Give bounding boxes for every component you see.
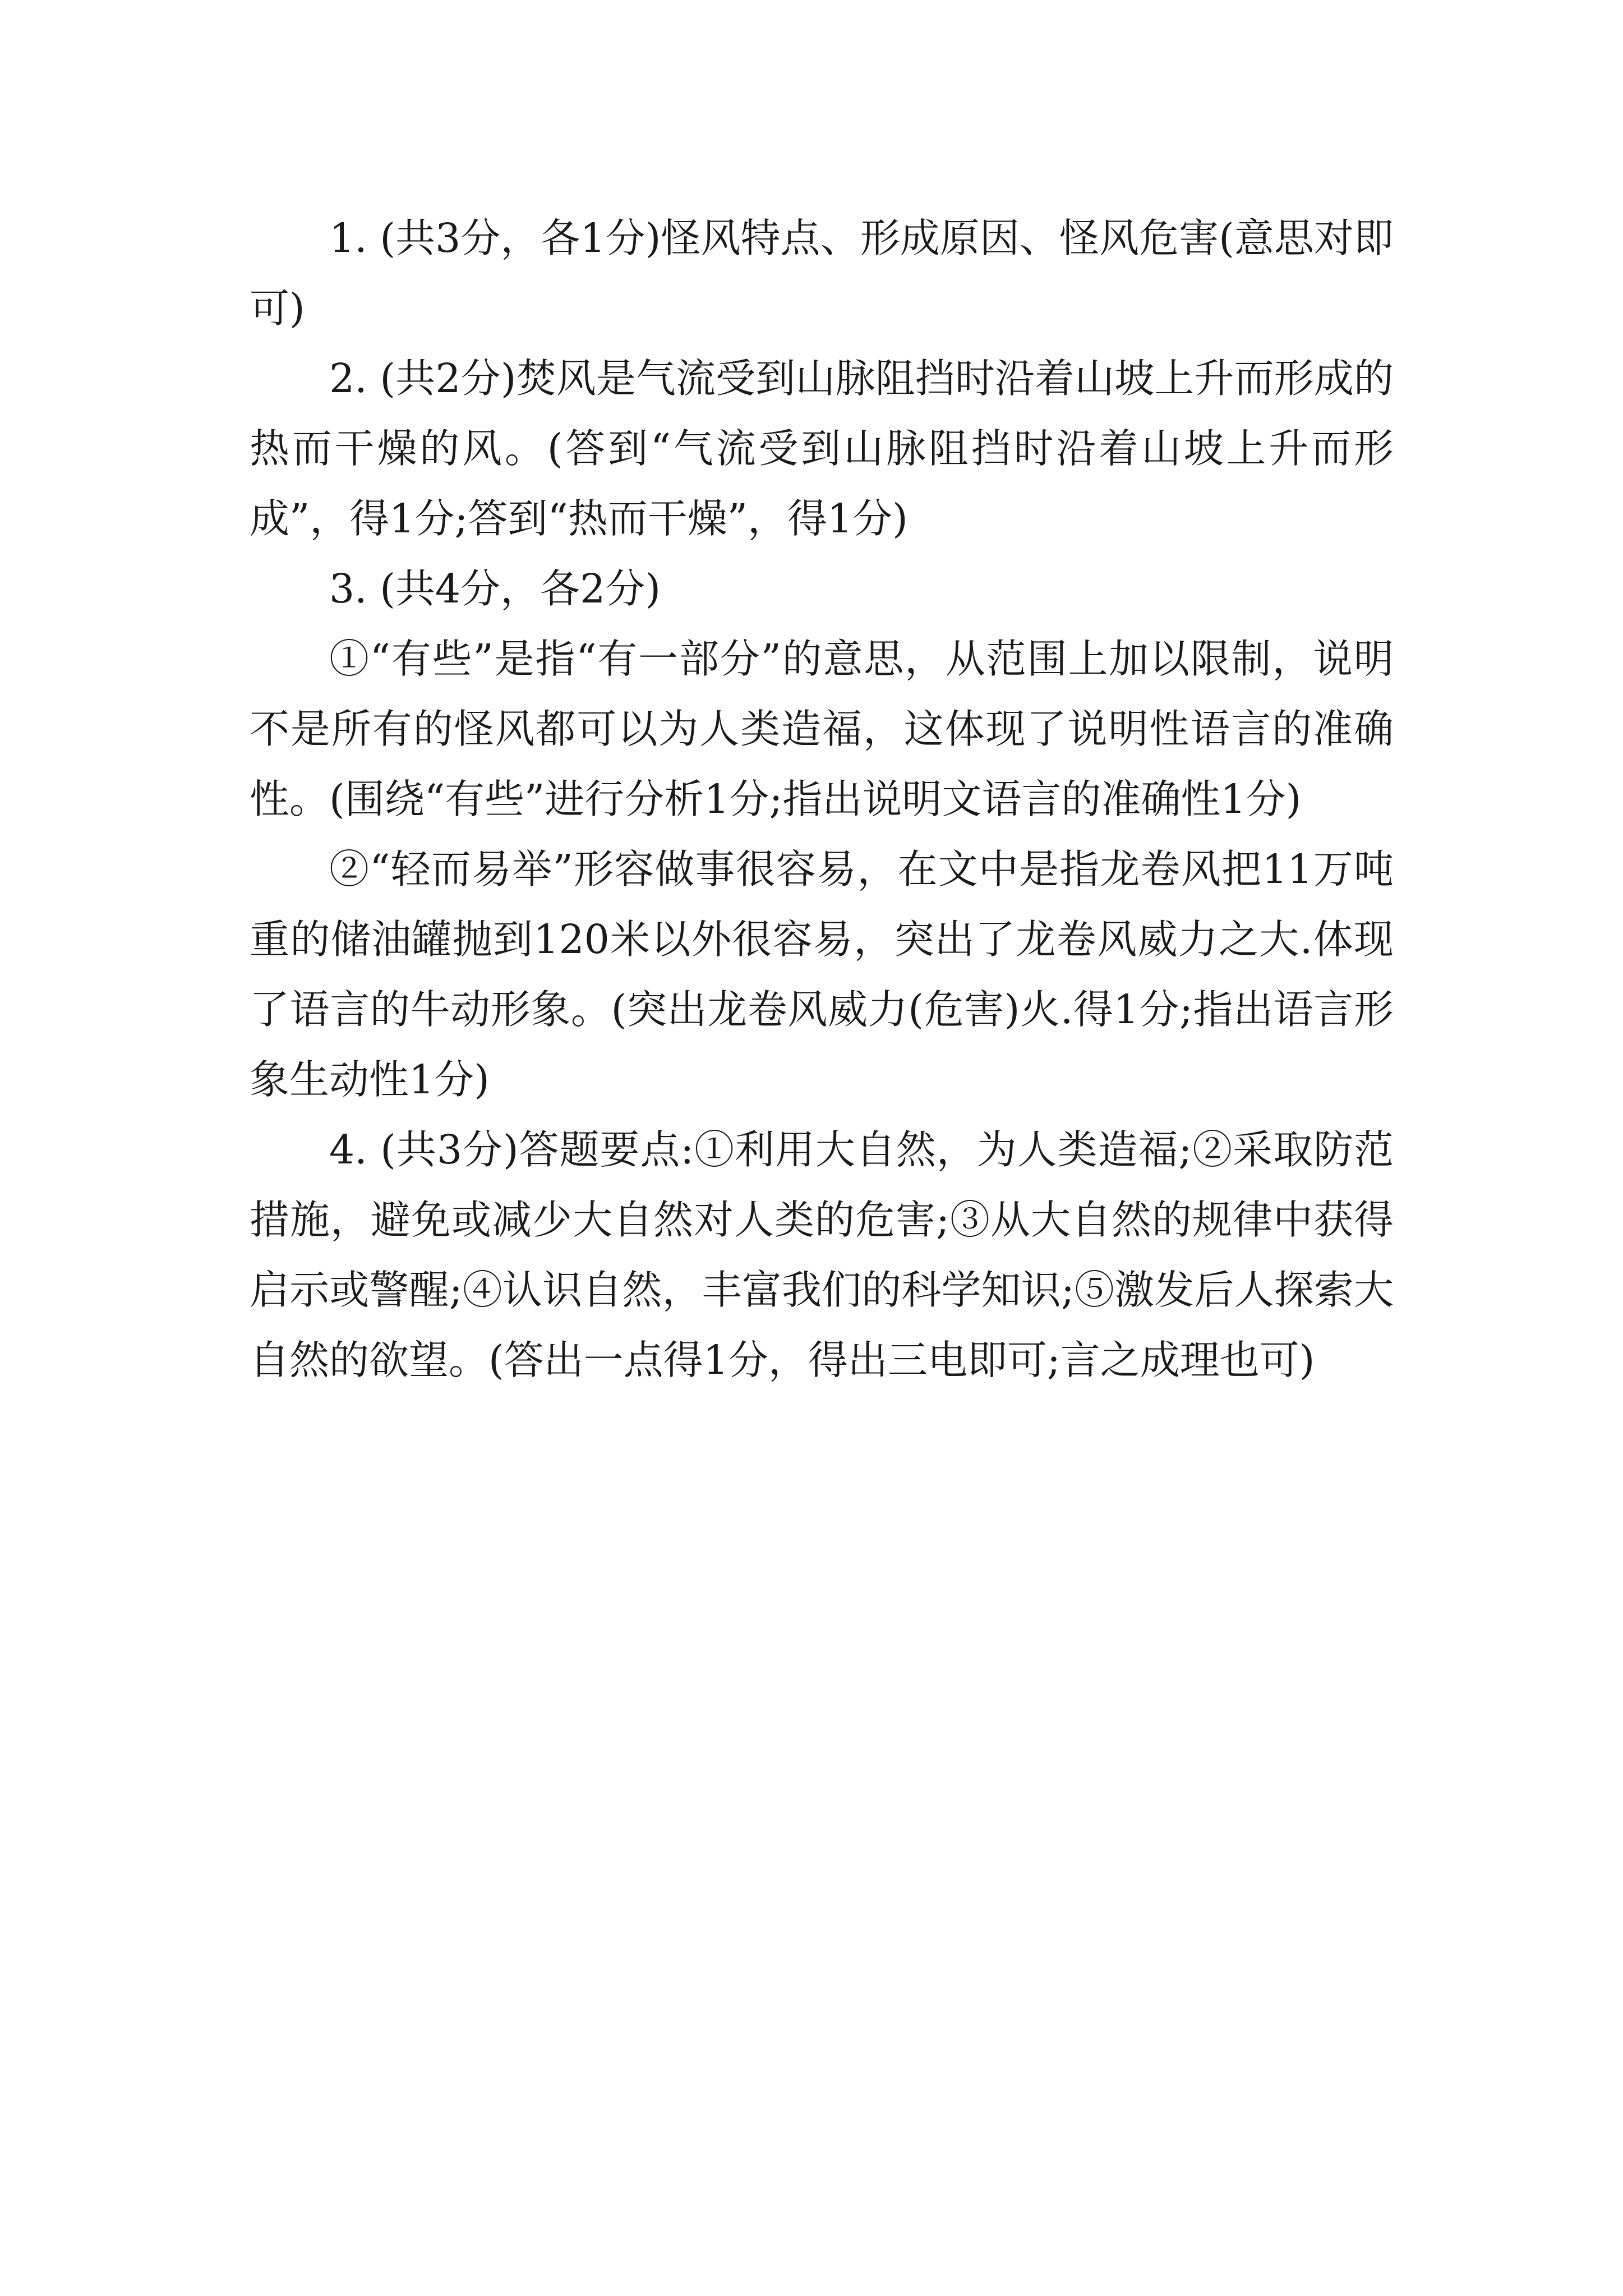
answer-2-paragraph: 2. (共2分)焚风是气流受到山脉阻挡时沿着山坡上升而形成的热而干燥的风。(答到“气流受到山脉阻挡时沿着山坡上升而形成”，得1分;答到“热而干燥”，得1分) bbox=[250, 355, 1394, 542]
answer-4-paragraph: 4. (共3分)答题要点:①利用大自然，为人类造福;②采取防范措施，避免或减少大自然对人类的危害;③从大自然的规律中获得启示或警醒;④认识自然，丰富我们的科学知识;⑤激发后人探索大自然的欲望。(答出一点得1分，得出三电即可;言之成理也可) bbox=[250, 1126, 1394, 1383]
answer-3-point-2-paragraph: ②“轻而易举”形容做事很容易，在文中是指龙卷风把11万吨重的储油罐抛到120米以外很容易，突出了龙卷风威力之大.体现了语言的牛动形象。(突出龙卷风威力(危害)火.得1分;指出语言形象生动性1分) bbox=[250, 846, 1394, 1103]
answer-3-point-1-paragraph: ①“有些”是指“有一部分”的意思，从范围上加以限制，说明不是所有的怪风都可以为人类造福，这体现了说明性语言的准确性。(围绕“有些”进行分析1分;指出说明文语言的准确性1分) bbox=[250, 636, 1394, 822]
answer-text-block bbox=[250, 203, 1394, 1395]
answer-1-paragraph: 1. (共3分，各1分)怪风特点、形成原因、怪风危害(意思对即可) bbox=[250, 215, 1394, 332]
answer-3-heading: 3. (共4分，各2分) bbox=[329, 565, 661, 612]
